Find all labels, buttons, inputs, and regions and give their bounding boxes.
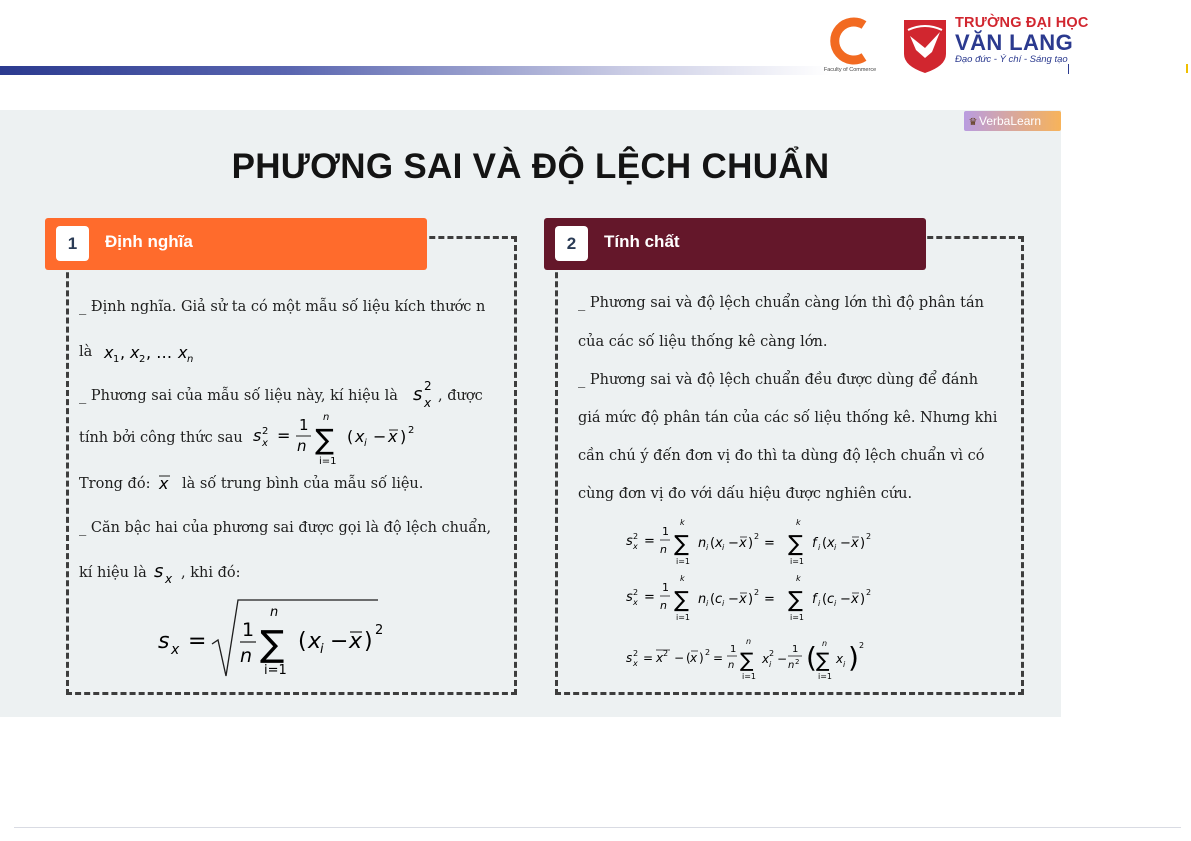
- section1-header: [45, 218, 427, 270]
- property-line1: _ Phương sai và độ lệch chuẩn càng lớn thì độ phân tán: [578, 295, 984, 311]
- svg-text:(: (: [710, 592, 716, 607]
- svg-text:x: x: [424, 396, 432, 410]
- svg-text:1: 1: [299, 416, 309, 434]
- svg-text:i: i: [722, 543, 725, 552]
- svg-text:n: n: [660, 599, 667, 612]
- svg-text:2: 2: [633, 532, 639, 541]
- property-line6: cùng đơn vị đo với dấu hiệu được nghiên cứu.: [578, 486, 913, 502]
- svg-text:s: s: [154, 561, 164, 582]
- svg-text:i=1: i=1: [742, 672, 757, 681]
- svg-text:c: c: [715, 592, 723, 607]
- svg-text:i=1: i=1: [676, 557, 691, 566]
- stddev-line1: _ Căn bậc hai của phương sai được gọi là độ lệch chuẩn,: [79, 520, 492, 536]
- svg-text:x: x: [827, 536, 835, 551]
- svg-text:i: i: [364, 438, 367, 449]
- svg-text:i: i: [834, 543, 837, 552]
- svg-text:2: 2: [262, 426, 269, 437]
- svg-text:x: x: [762, 652, 770, 666]
- svg-text:2: 2: [424, 379, 432, 393]
- svg-text:−: −: [777, 652, 788, 666]
- svg-text:2: 2: [139, 354, 146, 365]
- variance-line1: [79, 386, 398, 406]
- svg-text:=: =: [764, 592, 775, 607]
- svg-text:i: i: [843, 660, 846, 669]
- svg-text:∑: ∑: [816, 648, 830, 672]
- svg-text:s: s: [626, 590, 633, 605]
- variance-line1-text: _ Phương sai của mẫu số liệu này, kí hiệu là: [79, 388, 398, 404]
- svg-text:s: s: [413, 384, 423, 405]
- svg-text:(: (: [347, 427, 354, 446]
- svg-text:n: n: [728, 660, 735, 671]
- svg-text:): ): [699, 651, 704, 665]
- property-line4: giá mức độ phân tán của các số liệu thống kê. Nhưng khi: [578, 410, 998, 426]
- svg-text:∑: ∑: [260, 624, 285, 665]
- section1-number: 1: [56, 226, 89, 261]
- svg-text:): ): [400, 427, 407, 446]
- svg-text:i=1: i=1: [818, 672, 833, 681]
- svg-text:n: n: [240, 645, 253, 667]
- svg-text:i=1: i=1: [264, 663, 287, 678]
- property-line2: của các số liệu thống kê càng lớn.: [578, 334, 828, 350]
- svg-text:n: n: [187, 354, 194, 365]
- svg-text:x: x: [349, 629, 363, 654]
- svg-text:∑: ∑: [788, 588, 803, 613]
- faculty-logo: [818, 16, 882, 78]
- svg-text:=: =: [277, 426, 291, 445]
- university-name-line1: TRƯỜNG ĐẠI HỌC: [955, 15, 1089, 31]
- svg-text:k: k: [796, 574, 801, 583]
- section2-heading: Tính chất: [604, 232, 680, 251]
- stddev-symbol: [152, 558, 182, 586]
- variance-line1-end: , được: [438, 388, 483, 404]
- faculty-caption: Faculty of Commerce: [823, 67, 877, 73]
- svg-text:): ): [748, 592, 754, 607]
- university-name-line2: VĂN LANG: [955, 30, 1074, 55]
- faculty-c-icon: [820, 16, 880, 66]
- svg-text:n: n: [270, 605, 279, 620]
- svg-text:i: i: [706, 599, 709, 608]
- svg-text:x: x: [690, 651, 698, 665]
- svg-text:(: (: [822, 592, 828, 607]
- svg-text:(: (: [686, 651, 691, 665]
- svg-text:2: 2: [754, 532, 760, 541]
- mean-symbol: [156, 470, 176, 494]
- svg-text:(: (: [806, 641, 817, 674]
- svg-text:∑: ∑: [788, 532, 803, 557]
- svg-text:i: i: [818, 543, 821, 552]
- svg-text:−: −: [840, 592, 851, 607]
- svg-text:2: 2: [769, 649, 775, 658]
- svg-text:n: n: [698, 592, 707, 607]
- svg-text:=: =: [644, 534, 655, 549]
- svg-text:x: x: [633, 659, 638, 668]
- property-line5: cần chú ý đến đơn vị đo thì ta dùng độ lệch chuẩn vì có: [578, 448, 985, 464]
- variance-formula-frequency: [624, 517, 904, 569]
- svg-text:x: x: [130, 343, 140, 362]
- sample-values-formula: [102, 338, 230, 366]
- where-label: Trong đó:: [79, 476, 151, 492]
- svg-text:n: n: [297, 437, 307, 455]
- svg-text:2: 2: [408, 425, 415, 436]
- svg-text:x: x: [715, 536, 723, 551]
- svg-text:k: k: [680, 574, 685, 583]
- svg-text:2: 2: [754, 588, 760, 597]
- svg-text:): ): [364, 629, 373, 654]
- svg-text:n: n: [698, 536, 707, 551]
- edge-mark: [1186, 64, 1188, 73]
- section2-header: [544, 218, 926, 270]
- svg-text:i: i: [818, 599, 821, 608]
- svg-text:x: x: [851, 592, 859, 607]
- svg-text:x: x: [851, 536, 859, 551]
- stddev-formula: [156, 596, 396, 682]
- svg-text:2: 2: [633, 649, 639, 658]
- svg-text:n: n: [323, 412, 330, 423]
- svg-text:c: c: [827, 592, 835, 607]
- svg-text:1: 1: [730, 644, 737, 655]
- variance-formula: [251, 410, 446, 472]
- header-stripe: [0, 66, 830, 75]
- property-line3: _ Phương sai và độ lệch chuẩn đều được dùng để đánh: [578, 372, 979, 388]
- svg-text:x: x: [633, 542, 638, 551]
- variance-formula-mean-squares: [624, 636, 904, 686]
- svg-text:−: −: [728, 536, 739, 551]
- svg-text:x: x: [739, 536, 747, 551]
- svg-text:): ): [848, 641, 859, 674]
- svg-text:i: i: [706, 543, 709, 552]
- section1-heading: Định nghĩa: [105, 232, 193, 251]
- svg-text:(: (: [298, 629, 307, 654]
- svg-text:x: x: [355, 427, 365, 446]
- svg-text:2: 2: [375, 623, 384, 638]
- svg-text:=: =: [764, 536, 775, 551]
- svg-text:2: 2: [795, 658, 800, 666]
- svg-text:, …: , …: [146, 343, 173, 362]
- svg-text:i=1: i=1: [676, 613, 691, 622]
- svg-text:2: 2: [633, 588, 639, 597]
- svg-text:x: x: [656, 651, 664, 665]
- svg-text:x: x: [633, 598, 638, 607]
- svg-text:1: 1: [662, 581, 669, 594]
- svg-text:n: n: [660, 543, 667, 556]
- svg-text:=: =: [643, 651, 654, 665]
- svg-text:=: =: [644, 590, 655, 605]
- svg-text:∑: ∑: [315, 423, 334, 456]
- svg-text:s: s: [626, 534, 633, 549]
- header-divider: [1068, 64, 1069, 74]
- verbalearn-badge: [964, 111, 1061, 131]
- svg-text:∑: ∑: [674, 588, 689, 613]
- svg-text:x: x: [739, 592, 747, 607]
- svg-text:x: x: [388, 427, 398, 446]
- svg-text:s: s: [253, 426, 262, 445]
- svg-text:2: 2: [866, 532, 872, 541]
- svg-text:i: i: [769, 660, 772, 669]
- variance-line2: tính bởi công thức sau: [79, 430, 243, 446]
- stddev-line2: kí hiệu là: [79, 565, 147, 581]
- svg-text:x: x: [159, 474, 169, 493]
- svg-text:i=1: i=1: [790, 613, 805, 622]
- svg-text:i: i: [320, 642, 324, 657]
- svg-text:x: x: [104, 343, 114, 362]
- svg-text:1: 1: [792, 644, 799, 655]
- svg-text:f: f: [812, 536, 817, 551]
- svg-text:i: i: [722, 599, 725, 608]
- svg-text:−: −: [674, 651, 685, 665]
- svg-text:−: −: [373, 427, 387, 446]
- svg-text:∑: ∑: [740, 648, 754, 672]
- svg-text:=: =: [188, 629, 207, 654]
- university-name: [955, 15, 1089, 65]
- svg-text:): ): [860, 592, 866, 607]
- svg-text:x: x: [836, 652, 844, 666]
- svg-text:2: 2: [663, 649, 669, 658]
- svg-text:−: −: [840, 536, 851, 551]
- brand-label: VerbaLearn: [979, 114, 1042, 128]
- stddev-line2-end: , khi đó:: [181, 565, 241, 581]
- svg-text:∑: ∑: [674, 532, 689, 557]
- slide-title: PHƯƠNG SAI VÀ ĐỘ LỆCH CHUẨN: [231, 147, 830, 186]
- svg-text:n: n: [822, 639, 828, 648]
- definition-line1: _ Định nghĩa. Giả sử ta có một mẫu số liệu kích thước n: [79, 299, 486, 315]
- svg-text:−: −: [330, 629, 349, 654]
- svg-text:n: n: [746, 637, 752, 646]
- svg-text:i=1: i=1: [790, 557, 805, 566]
- svg-text:x: x: [178, 343, 188, 362]
- svg-text:−: −: [728, 592, 739, 607]
- definition-line2: [79, 342, 92, 362]
- svg-text:): ): [860, 536, 866, 551]
- svg-text:2: 2: [705, 648, 711, 657]
- svg-text:2: 2: [859, 641, 865, 650]
- definition-line2-text: là: [79, 344, 93, 360]
- svg-text:(: (: [710, 536, 716, 551]
- svg-text:f: f: [812, 592, 817, 607]
- svg-text:s: s: [626, 651, 633, 665]
- section2-number: 2: [555, 226, 588, 261]
- svg-text:): ): [748, 536, 754, 551]
- svg-text:i: i: [834, 599, 837, 608]
- svg-text:x: x: [171, 642, 180, 658]
- svg-text:x: x: [308, 629, 322, 654]
- svg-text:s: s: [158, 629, 170, 654]
- university-shield-icon: [902, 18, 948, 74]
- footer-divider: [14, 827, 1181, 828]
- svg-text:(: (: [822, 536, 828, 551]
- svg-text:=: =: [713, 651, 724, 665]
- where-text: là số trung bình của mẫu số liệu.: [182, 476, 424, 492]
- svg-text:x: x: [165, 572, 173, 586]
- svg-text:x: x: [262, 438, 268, 449]
- svg-text:k: k: [680, 518, 685, 527]
- svg-text:2: 2: [866, 588, 872, 597]
- svg-text:,: ,: [120, 343, 126, 362]
- svg-text:1: 1: [242, 619, 255, 641]
- svg-text:n: n: [788, 660, 795, 671]
- svg-text:k: k: [796, 518, 801, 527]
- svg-text:1: 1: [662, 525, 669, 538]
- svg-text:1: 1: [113, 354, 120, 365]
- owl-icon: ♛: [968, 117, 978, 128]
- variance-formula-class-mark: [624, 573, 904, 625]
- university-motto: Đạo đức - Ý chí - Sáng tạo: [955, 54, 1068, 65]
- svg-text:i=1: i=1: [319, 456, 337, 467]
